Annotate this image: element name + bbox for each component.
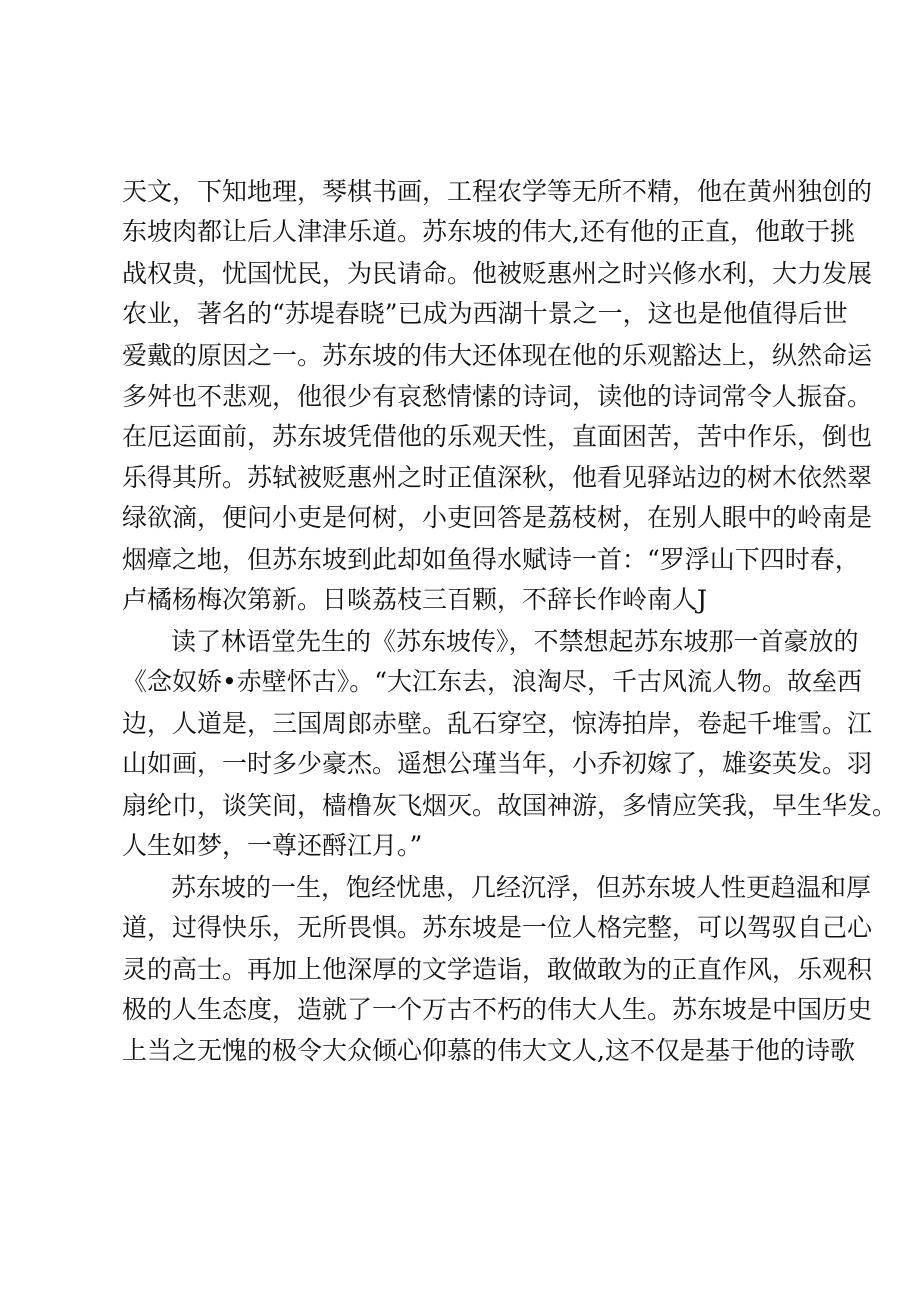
text-line: 极的人生态度，造就了一个万古不朽的伟大人生。苏东坡是中国历史	[122, 995, 873, 1024]
text-line: 道，过得快乐，无所畏惧。苏东坡是一位人格完整，可以驾驭自己心	[122, 913, 873, 942]
text-line: 扇纶巾，谈笑间，樯橹灰飞烟灭。故国神游，多情应笑我，早生华发。	[122, 791, 898, 820]
paragraph-first-line: 苏东坡的一生，饱经忧患，几经沉浮，但苏东坡人性更趋温和厚	[171, 873, 872, 902]
paragraph-end-line: 卢橘杨梅次第新。日啖荔枝三百颗，不辞长作岭南人J	[122, 585, 708, 614]
paragraph-first-line: 读了林语堂先生的《苏东坡传》，不禁想起苏东坡那一首豪放的	[171, 627, 859, 656]
text-line: 灵的高士。再加上他深厚的文学造诣，敢做敢为的正直作风，乐观积	[122, 955, 873, 984]
text-line: 天文，下知地理，琴棋书画，工程农学等无所不精，他在黄州独创的	[122, 177, 873, 206]
text-line: 山如画，一时多少豪杰。遥想公瑾当年，小乔初嫁了，雄姿英发。羽	[122, 749, 873, 778]
text-line: 东坡肉都让后人津津乐道。苏东坡的伟大,还有他的正直，他敢于挑	[122, 217, 855, 246]
text-line: 乐得其所。苏轼被贬惠州之时正值深秋，他看见驿站边的树木依然翠	[122, 463, 873, 492]
text-line: 《念奴娇•赤壁怀古》。“大江东去，浪淘尽，千古风流人物。故垒西	[122, 667, 863, 696]
text-line: 上当之无愧的极令大众倾心仰慕的伟大文人,这不仅是基于他的诗歌	[122, 1036, 855, 1065]
text-line: 边，人道是，三国周郎赤壁。乱石穿空，惊涛拍岸，卷起千堆雪。江	[122, 709, 873, 738]
text-line: 农业，著名的“苏堤春晓”已成为西湖十景之一，这也是他值得后世	[122, 299, 848, 328]
paragraph-end-line: 人生如梦，一尊还酹江月。”	[122, 831, 423, 860]
text-line: 多舛也不悲观，他很少有哀愁情愫的诗词，读他的诗词常令人振奋。	[122, 382, 873, 411]
text-line: 烟瘴之地，但苏东坡到此却如鱼得水赋诗一首：“罗浮山下四时春，	[122, 545, 860, 574]
text-line: 爱戴的原因之一。苏东坡的伟大还体现在他的乐观豁达上，纵然命运	[122, 341, 873, 370]
text-line: 在厄运面前，苏东坡凭借他的乐观天性，直面困苦，苦中作乐，倒也	[122, 422, 873, 451]
text-line: 绿欲滴，便问小吏是何树，小吏回答是荔枝树，在别人眼中的岭南是	[122, 503, 873, 532]
text-line: 战权贵，忧国忧民，为民请命。他被贬惠州之时兴修水利，大力发展	[122, 259, 873, 288]
